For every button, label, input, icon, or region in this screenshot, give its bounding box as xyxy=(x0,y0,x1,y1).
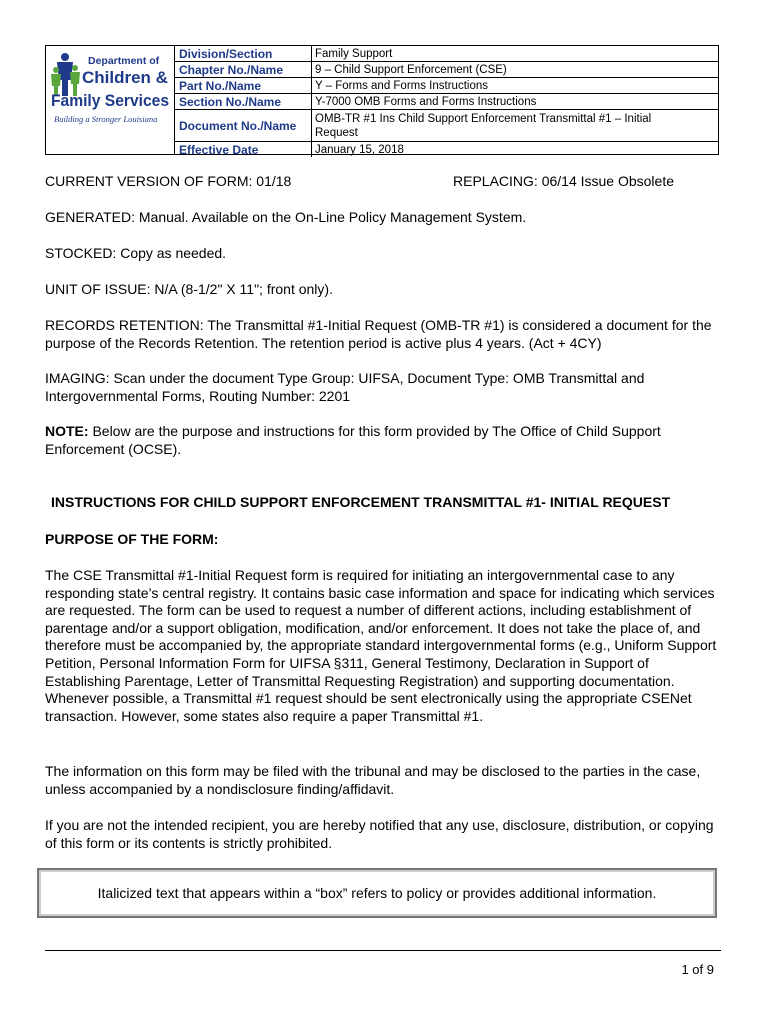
part-value: Y – Forms and Forms Instructions xyxy=(312,78,718,94)
division-label: Division/Section xyxy=(175,46,312,62)
svg-text:Department of: Department of xyxy=(88,55,160,67)
effective-value: January 15, 2018 xyxy=(315,143,404,156)
stocked: STOCKED: Copy as needed. xyxy=(45,245,227,261)
division-value: Family Support xyxy=(312,46,718,62)
document-label: Document No./Name xyxy=(175,110,312,142)
family-figures-icon xyxy=(50,50,172,130)
chapter-value: 9 – Child Support Enforcement (CSE) xyxy=(312,62,718,78)
svg-text:Building a Stronger Louisiana: Building a Stronger Louisiana xyxy=(54,114,158,124)
section-label: Section No./Name xyxy=(175,94,312,110)
effective-label: Effective Date xyxy=(175,142,312,157)
footer-divider xyxy=(45,950,721,951)
header-fields xyxy=(175,46,718,157)
filed-paragraph: The information on this form may be filed with the tribunal and may be disclosed to the parties in the case, unless accompanied by a nondisclosure finding/affidavit. xyxy=(45,763,701,797)
svg-text:Family Services: Family Services xyxy=(51,91,169,110)
note xyxy=(45,423,725,458)
purpose-paragraph: The CSE Transmittal #1-Initial Request form is required for initiating an intergovernmental case to any responding state’s central registry. It contains basic case information and space for indicating which services are requested. The form can be used to request a number of different actions, including establishment of parentage and/or a support obligation, modification, and/or enforcement. It does not take the place of, and therefore must be accompanied by, the appropriate standard intergovernmental forms (e.g., Uniform Support Petition, Personal Information Form for UIFSA §311, General Testimony, Declaration in Support of Establishing Parentage, Letter of Transmittal Requesting Registration) and supporting documentation. Whenever possible, a Transmittal #1 request should be sent electronically using the appropriate CSENet transaction. However, some states also require a paper Transmittal #1. xyxy=(45,567,717,724)
document-value xyxy=(312,110,718,142)
part-label: Part No./Name xyxy=(175,78,312,94)
policy-box-text: Italicized text that appears within a “box” refers to policy or provides additional information. xyxy=(97,885,657,901)
document-value-line1: OMB-TR #1 Ins Child Support Enforcement Transmittal #1 – Initial xyxy=(315,112,652,125)
records-retention: RECORDS RETENTION: The Transmittal #1-Initial Request (OMB-TR #1) is considered a document for the purpose of the Records Retention. The retention period is active plus 4 years. (Act + 4CY) xyxy=(45,317,712,351)
header-table xyxy=(45,45,719,155)
svg-text:Children &: Children & xyxy=(82,68,168,87)
replacing: REPLACING: 06/14 Issue Obsolete xyxy=(453,173,674,189)
imaging: IMAGING: Scan under the document Type Group: UIFSA, Document Type: OMB Transmittal and Intergovernmental Forms, Routing Number: 2201 xyxy=(45,370,645,404)
note-label: NOTE: xyxy=(45,423,89,439)
current-version: CURRENT VERSION OF FORM: 01/18 xyxy=(45,173,292,189)
policy-box-note xyxy=(37,868,717,918)
chapter-label: Chapter No./Name xyxy=(175,62,312,78)
generated: GENERATED: Manual. Available on the On-Line Policy Management System. xyxy=(45,209,527,225)
unit-of-issue: UNIT OF ISSUE: N/A (8-1/2" X 11"; front only). xyxy=(45,281,333,297)
page-number: 1 of 9 xyxy=(681,962,714,977)
purpose-heading: PURPOSE OF THE FORM: xyxy=(45,531,219,547)
document-value-line2: Request xyxy=(315,126,358,139)
recipient-paragraph: If you are not the intended recipient, you are hereby notified that any use, disclosure, distribution, or copying of this form or its contents is strictly prohibited. xyxy=(45,817,714,851)
section-value: Y-7000 OMB Forms and Forms Instructions xyxy=(312,94,718,110)
instructions-heading: INSTRUCTIONS FOR CHILD SUPPORT ENFORCEMENT TRANSMITTAL #1- INITIAL REQUEST xyxy=(51,494,671,510)
dcfs-logo xyxy=(46,46,175,154)
note-text: Below are the purpose and instructions for this form provided by The Office of Child Support Enforcement (OCSE). xyxy=(45,423,661,457)
